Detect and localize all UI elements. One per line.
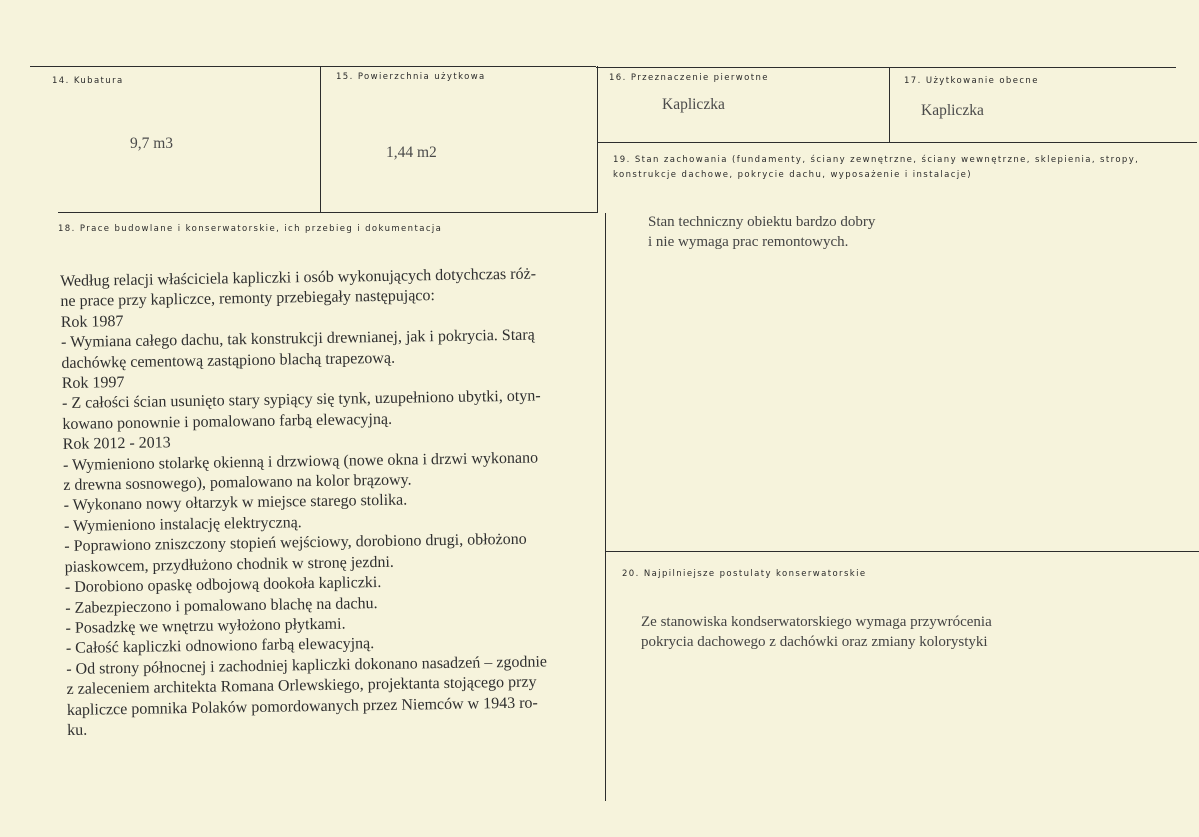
field-19-text: [648, 212, 875, 252]
field-18-line: Rok 1997: [61, 374, 125, 393]
field-15-value: 1,44 m2: [386, 144, 437, 161]
divider-16-17: [889, 67, 890, 143]
field-18-line: z zaleceniem architekta Romana Orlewskiego, projektanta stojącego przy: [66, 673, 537, 699]
field-18-line: - Z całości ścian usunięto stary sypiący się tynk, uzupełniono ubytki, otyn-: [61, 387, 541, 413]
field-20-label: 20. Najpilniejsze postulaty konserwatorskie: [622, 569, 867, 579]
field-19-label: 19. Stan zachowania (fundamenty, ściany zewnętrzne, ściany wewnętrzne, sklepienia, stropy, konstrukcje dachowe, pokrycie dachu, wyposażenie i instalacje): [613, 155, 1140, 180]
rule-under-16-17: [597, 142, 1197, 143]
field-18-line: Rok 1987: [60, 312, 124, 331]
field-18-line: - Wykonano nowy ołtarzyk w miejsce starego stolika.: [63, 492, 408, 515]
field-18-line: ku.: [67, 721, 88, 739]
field-17-label: 17. Użytkowanie obecne: [904, 76, 1039, 86]
field-18-line: kowano ponownie i pomalowano farbą elewacyjną.: [62, 410, 393, 433]
field-18-text: [60, 264, 607, 742]
field-18-label: 18. Prace budowlane i konserwatorskie, ich przebieg i dokumentacja: [58, 224, 443, 234]
top-rule-right: [596, 67, 1176, 68]
field-19-line: Stan techniczny obiektu bardzo dobry: [648, 214, 876, 230]
field-18-line: z drewna sosnowego), pomalowano na kolor brązowy.: [63, 471, 412, 495]
rule-under-14-15: [58, 212, 598, 213]
field-18-line: ne prace przy kapliczce, remonty przebiegały następująco:: [60, 287, 436, 311]
field-18-line: - Wymieniono instalację elektryczną.: [63, 514, 302, 535]
field-18-line: - Dorobiono opaskę odbojową dookoła kapliczki.: [64, 574, 382, 597]
field-16-label: 16. Przeznaczenie pierwotne: [609, 73, 769, 83]
field-14-value: 9,7 m3: [130, 135, 174, 152]
rule-above-20: [605, 551, 1199, 552]
field-14-label: 14. Kubatura: [52, 76, 124, 86]
field-15-label: 15. Powierzchnia użytkowa: [336, 72, 486, 82]
top-rule-left: [30, 66, 596, 67]
field-19-line: i nie wymaga prac remontowych.: [648, 234, 849, 250]
field-20-text: [641, 612, 992, 652]
field-18-line: - Wymieniono stolarkę okienną i drzwiową (nowe okna i drzwi wykonano: [62, 449, 539, 474]
divider-14-15: [320, 66, 321, 213]
field-20-line: Ze stanowiska kondserwatorskiego wymaga przywrócenia: [641, 614, 992, 630]
field-18-line: Rok 2012 - 2013: [62, 434, 171, 454]
field-18-line: - Zabezpieczono i pomalowano blachę na dachu.: [65, 594, 378, 617]
field-18-line: kapliczce pomnika Polaków pomordowanych przez Niemców w 1943 ro-: [66, 694, 538, 719]
field-18-line: - Wymiana całego dachu, tak konstrukcji drewnianej, jak i pokrycia. Starą: [60, 326, 535, 352]
field-18-line: Według relacji właściciela kapliczki i osób wykonujących dotychczas róż-: [60, 265, 537, 290]
field-18-line: - Posadzkę we wnętrzu wyłożono płytkami.: [65, 615, 346, 637]
field-17-value: Kapliczka: [921, 102, 984, 119]
field-18-line: dachówkę cementową zastąpiono blachą trapezową.: [61, 349, 396, 372]
field-18-line: - Całość kapliczki odnowiono farbą elewacyjną.: [65, 635, 375, 658]
divider-main: [597, 66, 598, 213]
field-18-line: - Poprawiono zniszczony stopień wejściowy, dorobiono drugi, obłożono: [64, 530, 527, 556]
field-18-line: piaskowcem, przydłużono chodnik w stronę jezdni.: [64, 553, 394, 576]
field-18-line: - Od strony północnej i zachodniej kapliczki dokonano nasadzeń – zgodnie: [66, 653, 548, 678]
field-20-line: pokrycia dachowego z dachówki oraz zmiany kolorystyki: [641, 634, 988, 650]
field-16-value: Kapliczka: [662, 96, 725, 113]
